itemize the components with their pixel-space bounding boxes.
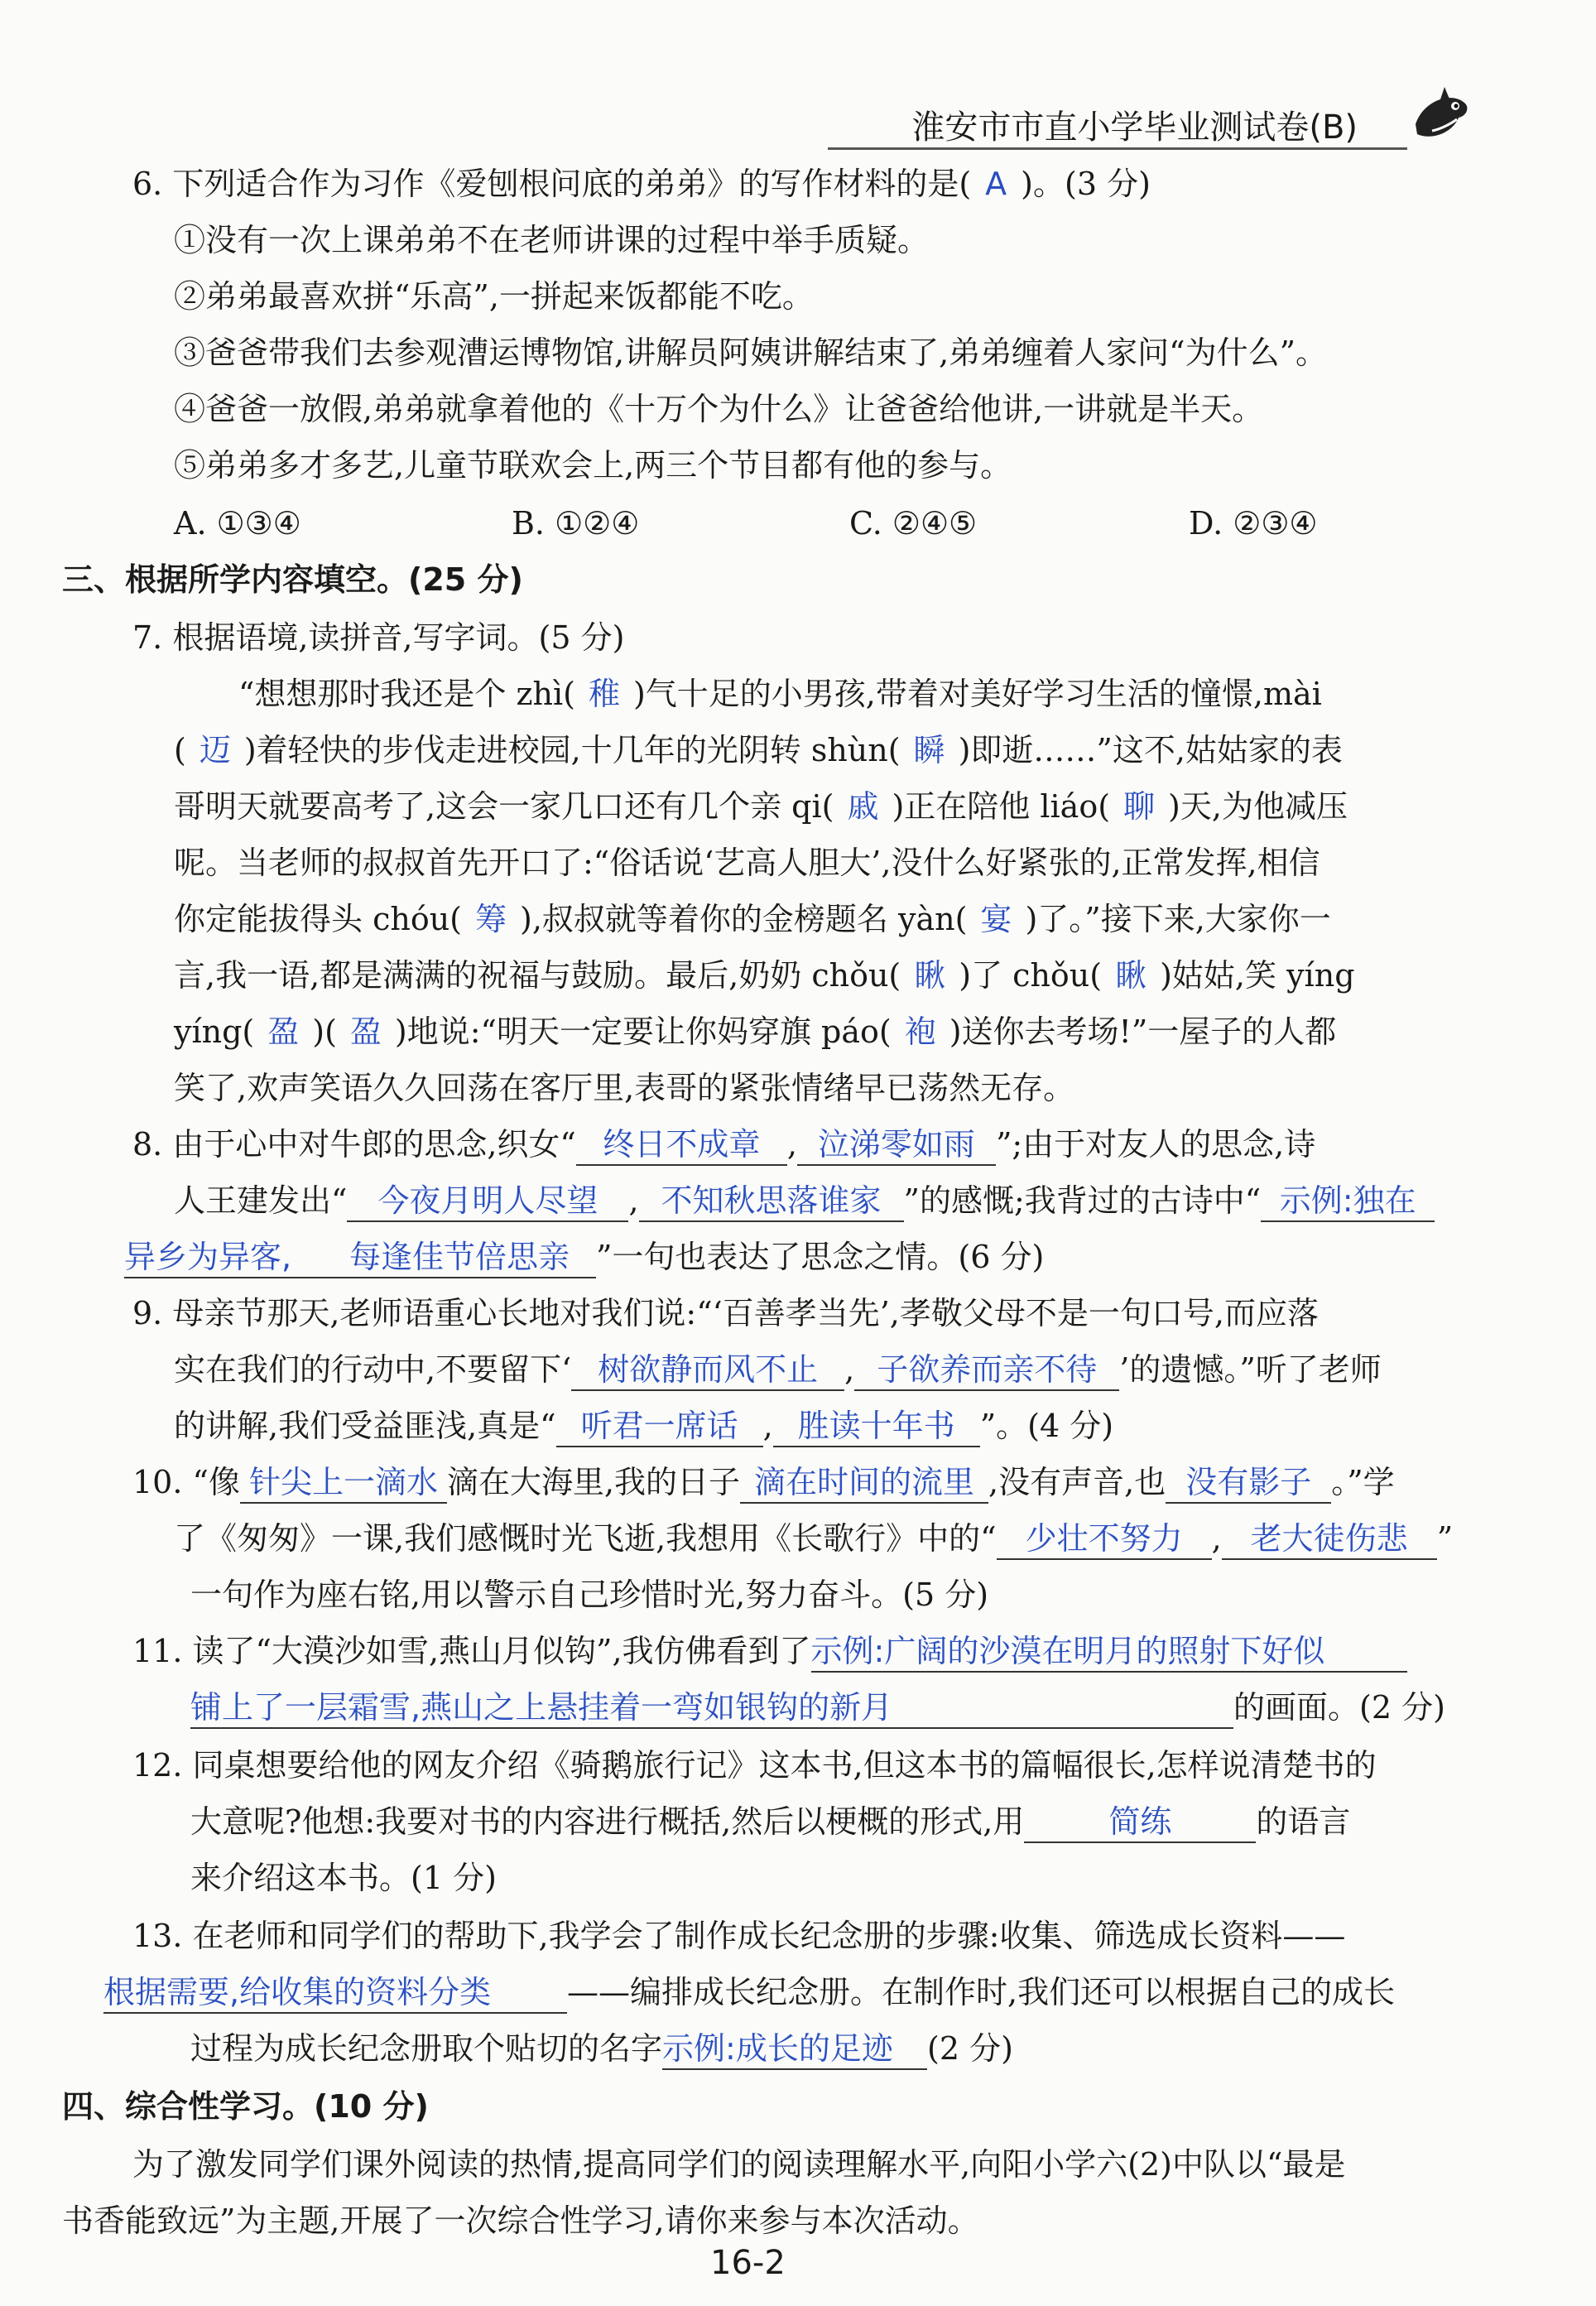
q7-text: )着轻快的步伐走进校园,十几年的光阴转 shùn(: [243, 732, 901, 768]
q13-text: 过程为成长纪念册取个贴切的名字: [190, 2030, 663, 2067]
q7-line-8: 笑了,欢声笑语久久回荡在客厅里,表哥的紧张情绪早已荡然无存。: [174, 1070, 1075, 1106]
q13-text: ——编排成长纪念册。在制作时,我们还可以根据自己的成长: [567, 1974, 1396, 2010]
q10-answer-2: 滴在时间的流里: [740, 1464, 988, 1504]
q10-answer-1: 针尖上一滴水: [240, 1464, 447, 1504]
q10-line-1: [132, 1464, 1395, 1504]
q9-answer-2: 子欲养而亲不待: [854, 1351, 1119, 1391]
q9-text: 的讲解,我们受益匪浅,真是“: [174, 1408, 556, 1444]
q7-answer-8: 瞅: [914, 957, 946, 994]
q11-line-1: [132, 1633, 1407, 1673]
q13-answer-1: 根据需要,给收集的资料分类: [103, 1974, 567, 2014]
q8-answer-2: 泣涕零如雨: [797, 1126, 996, 1166]
q9-text: ,: [844, 1351, 855, 1388]
q7-text: )地说:“明天一定要让你妈穿旗 páo(: [394, 1013, 892, 1050]
q11-answer-1: 示例:广阔的沙漠在明月的照射下好似: [811, 1633, 1407, 1673]
q7-text: )姑姑,笑 yíng: [1160, 957, 1355, 994]
section-3-title: 三、根据所学内容填空。(25 分): [62, 561, 523, 598]
q9-answer-1: 树欲静而风不止: [571, 1351, 844, 1391]
q6-stem-end: )。(3 分): [1021, 166, 1151, 202]
q11-answer-2: 铺上了一层霜雪,燕山之上悬挂着一弯如银钩的新月: [190, 1689, 1233, 1729]
q9-answer-3: 听君一席话: [556, 1408, 763, 1447]
q10-line-3: 一句作为座右铭,用以警示自己珍惜时光,努力奋斗。(5 分): [190, 1577, 989, 1613]
q7-text: )正在陪他 liáo(: [892, 788, 1111, 825]
q10-text: ,: [1211, 1520, 1222, 1557]
q7-stem: 7. 根据语境,读拼音,写字词。(5 分): [132, 619, 625, 656]
q10-answer-3: 没有影子: [1166, 1464, 1331, 1504]
q7-text: yíng(: [174, 1013, 255, 1050]
section-4-paragraph-line-2: 书香能致远”为主题,开展了一次综合性学习,请你来参与本次活动。: [62, 2202, 979, 2239]
dolphin-logo-icon: [1407, 83, 1473, 149]
q7-line-2: [174, 732, 1343, 770]
q10-answer-4: 少壮不努力: [997, 1520, 1212, 1560]
q7-text: “想想那时我还是个 zhì(: [238, 676, 575, 712]
q7-answer-12: 袍: [904, 1013, 936, 1050]
q10-line-2: [174, 1520, 1453, 1560]
q8-text: ”一句也表达了思念之情。(6 分): [596, 1239, 1045, 1275]
q6-item-2: ②弟弟最喜欢拼“乐高”,一拼起来饭都能不吃。: [174, 278, 814, 315]
q7-text: 言,我一语,都是满满的祝福与鼓励。最后,奶奶 chǒu(: [174, 957, 901, 994]
header-title: 淮安市市直小学毕业测试卷(B): [911, 108, 1358, 147]
q8-answer-3: 今夜月明人尽望: [347, 1182, 628, 1222]
q8-text: ,: [786, 1126, 797, 1163]
q7-text: )天,为他减压: [1168, 788, 1348, 825]
q8-line-3: [124, 1239, 1044, 1278]
q7-answer-4: 戚: [847, 788, 879, 825]
q8-answer-5: 示例:独在: [1261, 1182, 1435, 1222]
q12-line-1: 12. 同桌想要给他的网友介绍《骑鹅旅行记》这本书,但这本书的篇幅很长,怎样说清楚书的: [132, 1747, 1377, 1784]
q7-text: (: [174, 732, 186, 768]
q7-text: 哥明天就要高考了,这会一家几口还有几个亲 qi(: [174, 788, 834, 825]
q9-line-1: 9. 母亲节那天,老师语重心长地对我们说:“‘百善孝当先’,孝敬父母不是一句口号,而应落: [132, 1295, 1319, 1331]
q12-text: 的语言: [1256, 1803, 1351, 1840]
q9-text: ”。(4 分): [979, 1408, 1114, 1444]
section-4-paragraph-line-1: 为了激发同学们课外阅读的热情,提高同学们的阅读理解水平,向阳小学六(2)中队以“最是: [132, 2146, 1346, 2183]
q8-answer-6: 异乡为异客,: [124, 1239, 323, 1278]
q8-text: ,: [628, 1182, 639, 1219]
q10-text: 滴在大海里,我的日子: [446, 1464, 741, 1500]
q13-line-3: [190, 2030, 1013, 2070]
q9-line-2: [174, 1351, 1382, 1391]
q12-line-2: [190, 1803, 1350, 1843]
q11-line-2: [190, 1689, 1445, 1729]
q7-answer-5: 聊: [1123, 788, 1156, 825]
q8-line-1: [132, 1126, 1315, 1166]
q10-text: 了《匆匆》一课,我们感慨时光飞逝,我想用《长歌行》中的“: [174, 1520, 997, 1557]
q10-text: 。”学: [1331, 1464, 1395, 1500]
page-header: [828, 99, 1407, 150]
q10-text: ,没有声音,也: [988, 1464, 1166, 1500]
q12-line-3: 来介绍这本书。(1 分): [190, 1860, 497, 1896]
q7-answer-11: 盈: [349, 1013, 382, 1050]
page-number: 16-2: [710, 2244, 786, 2282]
q7-line-1: [238, 676, 1322, 714]
q8-text: 8. 由于心中对牛郎的思念,织女“: [132, 1126, 576, 1163]
q7-text: )气十足的小男孩,带着对美好学习生活的憧憬,mài: [632, 676, 1322, 712]
q7-answer-2: 迈: [199, 732, 231, 768]
q7-text: )即逝……”这不,姑姑家的表: [958, 732, 1343, 768]
q7-answer-1: 稚: [588, 676, 620, 712]
q7-answer-7: 宴: [980, 901, 1012, 937]
q13-line-1: 13. 在老师和同学们的帮助下,我学会了制作成长纪念册的步骤:收集、筛选成长资料——: [132, 1918, 1346, 1954]
q7-line-4: 呢。当老师的叔叔首先开口了:“俗话说‘艺高人胆大’,没什么好紧张的,正常发挥,相信: [174, 845, 1320, 881]
q8-line-2: [174, 1182, 1435, 1222]
q6-answer: A: [985, 166, 1007, 202]
q8-answer-7: 每逢佳节倍思亲: [323, 1239, 596, 1278]
q12-text: 大意呢?他想:我要对书的内容进行概括,然后以梗概的形式,用: [190, 1803, 1025, 1840]
q8-text: ”的感慨;我背过的古诗中“: [903, 1182, 1262, 1219]
q6-stem: [132, 166, 1151, 204]
q7-answer-10: 盈: [267, 1013, 300, 1050]
q6-option-b: B. ①②④: [512, 505, 640, 542]
q6-stem-text: 6. 下列适合作为习作《爱刨根问底的弟弟》的写作材料的是(: [132, 166, 972, 202]
q6-item-1: ①没有一次上课弟弟不在老师讲课的过程中举手质疑。: [174, 222, 930, 258]
q7-answer-9: 瞅: [1115, 957, 1147, 994]
q7-line-7: [174, 1013, 1336, 1052]
q8-answer-1: 终日不成章: [576, 1126, 787, 1166]
q7-text: )了。”接下来,大家你一: [1025, 901, 1331, 937]
q8-text: ”;由于对友人的思念,诗: [995, 1126, 1316, 1163]
q10-text: ”: [1436, 1520, 1454, 1557]
q7-answer-3: 瞬: [913, 732, 945, 768]
q8-answer-4: 不知秋思落谁家: [639, 1182, 904, 1222]
q10-answer-5: 老大徒伤悲: [1222, 1520, 1437, 1560]
q12-answer-1: 简练: [1024, 1803, 1256, 1843]
q9-text: ’的遗憾。”听了老师: [1119, 1351, 1382, 1388]
q9-text: ,: [762, 1408, 773, 1444]
q8-text: 人王建发出“: [174, 1182, 348, 1219]
q7-text: 你定能拔得头 chóu(: [174, 901, 463, 937]
q9-line-3: [174, 1408, 1113, 1447]
q6-item-3: ③爸爸带我们去参观漕运博物馆,讲解员阿姨讲解结束了,弟弟缠着人家问“为什么”。: [174, 335, 1328, 371]
q6-item-5: ⑤弟弟多才多艺,儿童节联欢会上,两三个节目都有他的参与。: [174, 447, 1012, 484]
q7-text: )送你去考场!”一屋子的人都: [949, 1013, 1337, 1050]
q7-line-6: [174, 957, 1355, 995]
q7-text: )了 chǒu(: [959, 957, 1103, 994]
q13-line-2: [103, 1974, 1395, 2014]
q7-line-5: [174, 901, 1331, 939]
q6-option-a: A. ①③④: [174, 505, 301, 542]
q11-text: 11. 读了“大漠沙如雪,燕山月似钩”,我仿佛看到了: [132, 1633, 811, 1669]
q7-line-3: [174, 788, 1348, 826]
q6-option-c: C. ②④⑤: [849, 505, 978, 542]
q10-text: 10. “像: [132, 1464, 240, 1500]
q7-text: ),叔叔就等着你的金榜题名 yàn(: [520, 901, 968, 937]
q6-item-4: ④爸爸一放假,弟弟就拿着他的《十万个为什么》让爸爸给他讲,一讲就是半天。: [174, 391, 1264, 427]
q11-text: 的画面。(2 分): [1233, 1689, 1445, 1726]
q7-text: )(: [312, 1013, 337, 1050]
section-4-title: 四、综合性学习。(10 分): [62, 2088, 429, 2125]
q7-answer-6: 筹: [475, 901, 507, 937]
q6-option-d: D. ②③④: [1189, 505, 1318, 542]
q9-answer-4: 胜读十年书: [773, 1408, 980, 1447]
q9-text: 实在我们的行动中,不要留下‘: [174, 1351, 572, 1388]
q13-answer-2: 示例:成长的足迹: [662, 2030, 927, 2070]
q13-text: (2 分): [927, 2030, 1013, 2067]
